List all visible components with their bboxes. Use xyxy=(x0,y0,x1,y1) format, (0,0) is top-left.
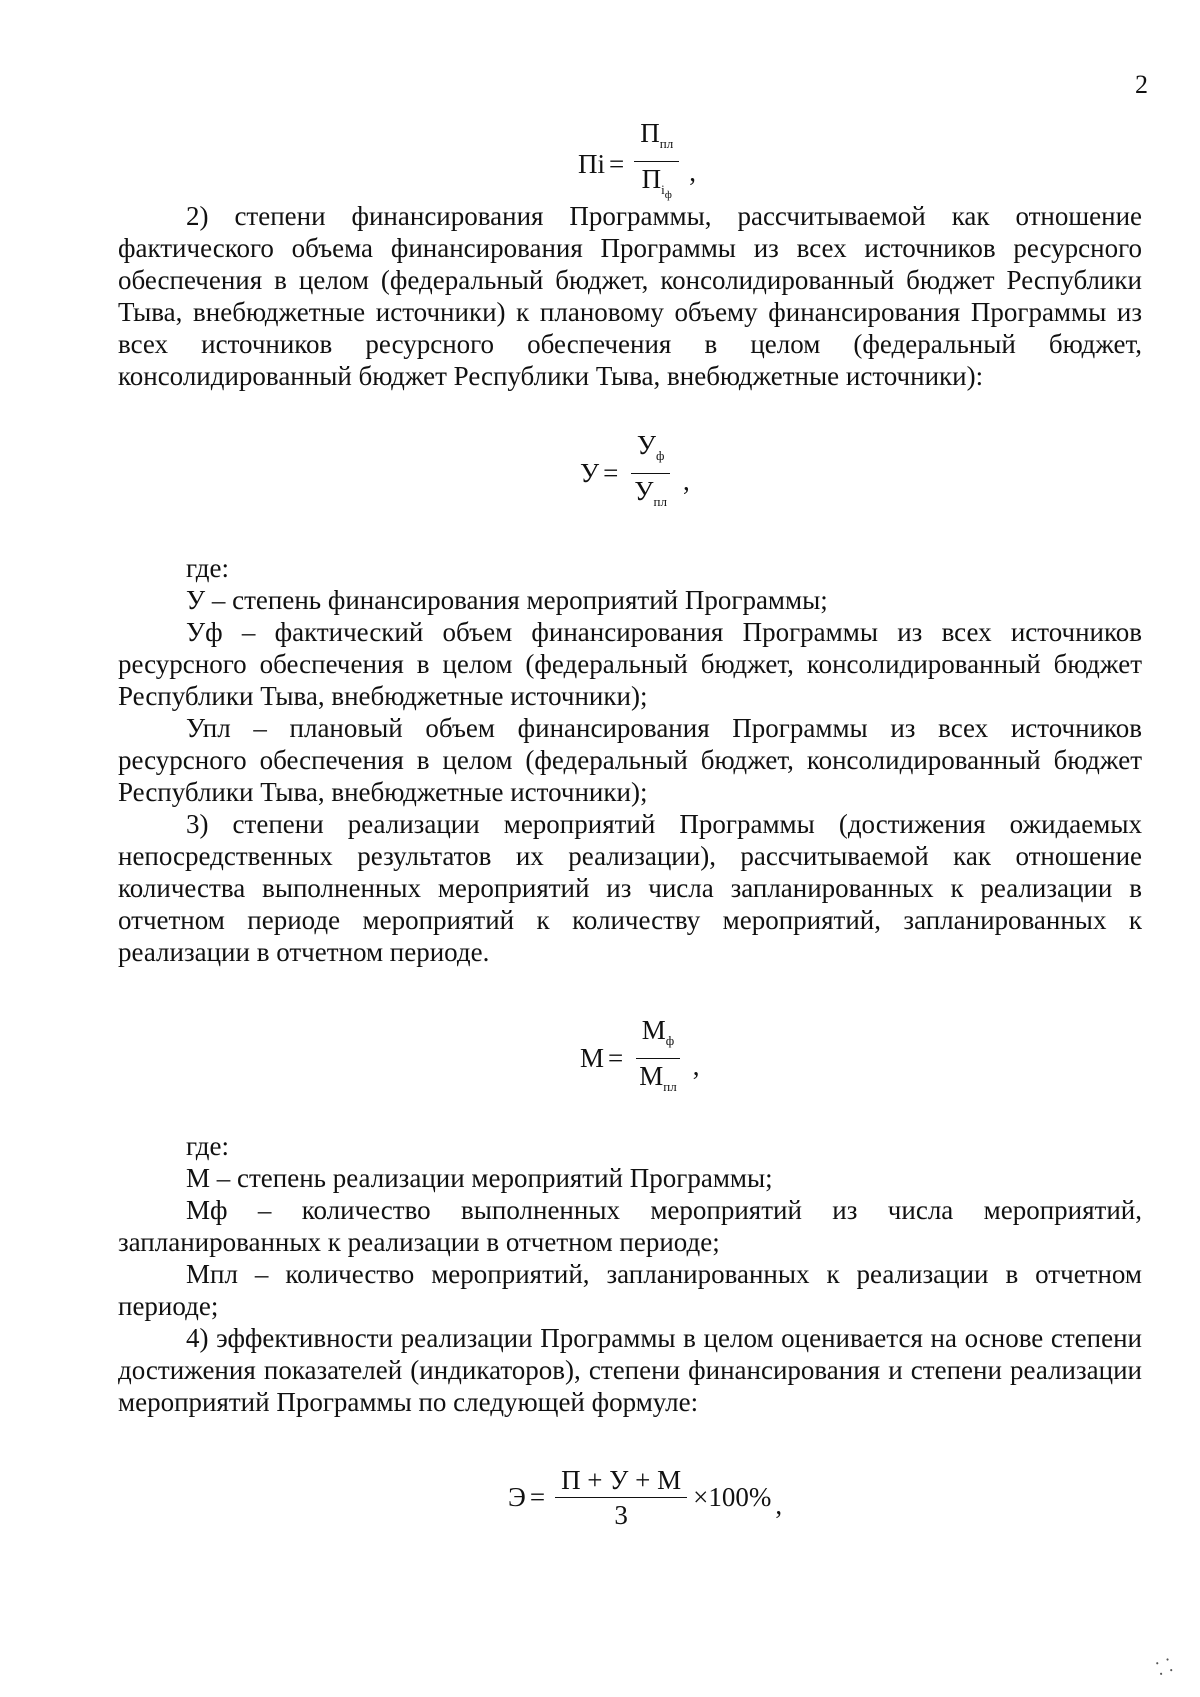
formula-u-numerator xyxy=(631,430,671,474)
where-label: где: xyxy=(186,553,229,583)
formula-pi-den-sub: i xyxy=(661,182,665,197)
formula-m-numerator xyxy=(636,1015,680,1059)
formula-e-eq: = xyxy=(529,1482,546,1512)
definition-m: М – степень реализации мероприятий Программы; xyxy=(186,1163,773,1193)
formula-e-lhs: Э xyxy=(508,1482,526,1512)
paragraph-item-4: 4) эффективности реализации Программы в целом оценивается на основе степени достижения показателей (индикаторов), степени финансирования и степени реализации мероприятий Программы по следующей формуле: xyxy=(118,1323,1142,1417)
formula-e-fraction xyxy=(555,1465,687,1530)
formula-u-lhs: У xyxy=(580,458,600,488)
definition-u: У – степень финансирования мероприятий Программы; xyxy=(186,585,828,615)
formula-pi-den-subsub: ф xyxy=(664,189,672,201)
formula-u-comma: , xyxy=(682,466,690,496)
definition-mf: Мф – количество выполненных мероприятий из числа мероприятий, запланированных к реализации в отчетном периоде; xyxy=(118,1195,1142,1257)
formula-e-numerator: П + У + М xyxy=(555,1465,687,1498)
formula-u-num-main: У xyxy=(636,430,656,460)
paragraph-financing-degree xyxy=(118,200,1142,392)
formula-u-den-main: У xyxy=(634,476,654,506)
page-number: 2 xyxy=(1135,70,1148,99)
formula-u-denominator xyxy=(628,474,673,517)
formula-m xyxy=(580,1015,699,1102)
formula-pi-fraction xyxy=(634,118,679,210)
definition-mpl: Мпл – количество мероприятий, запланированных к реализации в отчетном периоде; xyxy=(118,1259,1142,1321)
formula-pi-den-main: П xyxy=(641,164,662,194)
formula-pi-comma: , xyxy=(689,156,696,187)
formula-u-den-sub: пл xyxy=(653,494,667,509)
formula-m-lhs: М xyxy=(580,1043,605,1073)
definition-uf: Уф – фактический объем финансирования Программы из всех источников ресурсного обеспечения в целом (федеральный бюджет, консолидированный бюджет Республики Тыва, внебюджетные источники); xyxy=(118,617,1142,711)
formula-pi-numerator xyxy=(634,118,679,162)
formula-m-denominator xyxy=(633,1059,682,1102)
formula-e-comma: , xyxy=(775,1490,783,1520)
formula-pi-num-sub: пл xyxy=(659,136,674,151)
formula-m-num-main: М xyxy=(641,1015,666,1045)
formula-u xyxy=(580,430,690,517)
scan-mark: ⸬ xyxy=(1154,1655,1175,1679)
formula-m-den-main: М xyxy=(639,1061,664,1091)
formula-u-num-sub: ф xyxy=(655,448,665,463)
paragraph-item-3: 3) степени реализации мероприятий Программы (достижения ожидаемых непосредственных результатов их реализации), рассчитываемой как отношение количества выполненных мероприятий из числа запланированных к реализации в отчетном периоде мероприятий к количеству мероприятий, запланированных к реализации в отчетном периоде. xyxy=(118,809,1142,967)
formula-pi-eq: = xyxy=(609,148,625,179)
formula-m-fraction xyxy=(633,1015,682,1102)
definitions-m xyxy=(118,1130,1142,1418)
formula-m-num-sub: ф xyxy=(665,1033,675,1048)
formula-e-denominator: 3 xyxy=(614,1500,628,1530)
formula-m-den-sub: пл xyxy=(663,1079,677,1094)
where-label-2: где: xyxy=(186,1131,229,1161)
formula-m-eq: = xyxy=(608,1043,624,1073)
definitions-u xyxy=(118,552,1142,968)
formula-pi xyxy=(578,118,696,210)
formula-e xyxy=(508,1465,782,1530)
definition-upl: Упл – плановый объем финансирования Программы из всех источников ресурсного обеспечения в целом (федеральный бюджет, консолидированный бюджет Республики Тыва, внебюджетные источники); xyxy=(118,713,1142,807)
formula-pi-lhs: Пi xyxy=(578,148,605,179)
formula-m-comma: , xyxy=(692,1051,700,1081)
formula-u-fraction xyxy=(628,430,673,517)
formula-u-eq: = xyxy=(603,458,619,488)
formula-e-multiplier: ×100% xyxy=(693,1482,772,1512)
paragraph-item-2: 2) степени финансирования Программы, рассчитываемой как отношение фактического объема финансирования Программы из всех источников ресурсного обеспечения в целом (федеральный бюджет, консолидированный бюджет Республики Тыва, внебюджетные источники) к плановому объему финансирования Программы из всех источников ресурсного обеспечения в целом (федеральный бюджет, консолидированный бюджет Республики Тыва, внебюджетные источники): xyxy=(118,201,1142,391)
formula-pi-num-main: П xyxy=(640,118,660,148)
